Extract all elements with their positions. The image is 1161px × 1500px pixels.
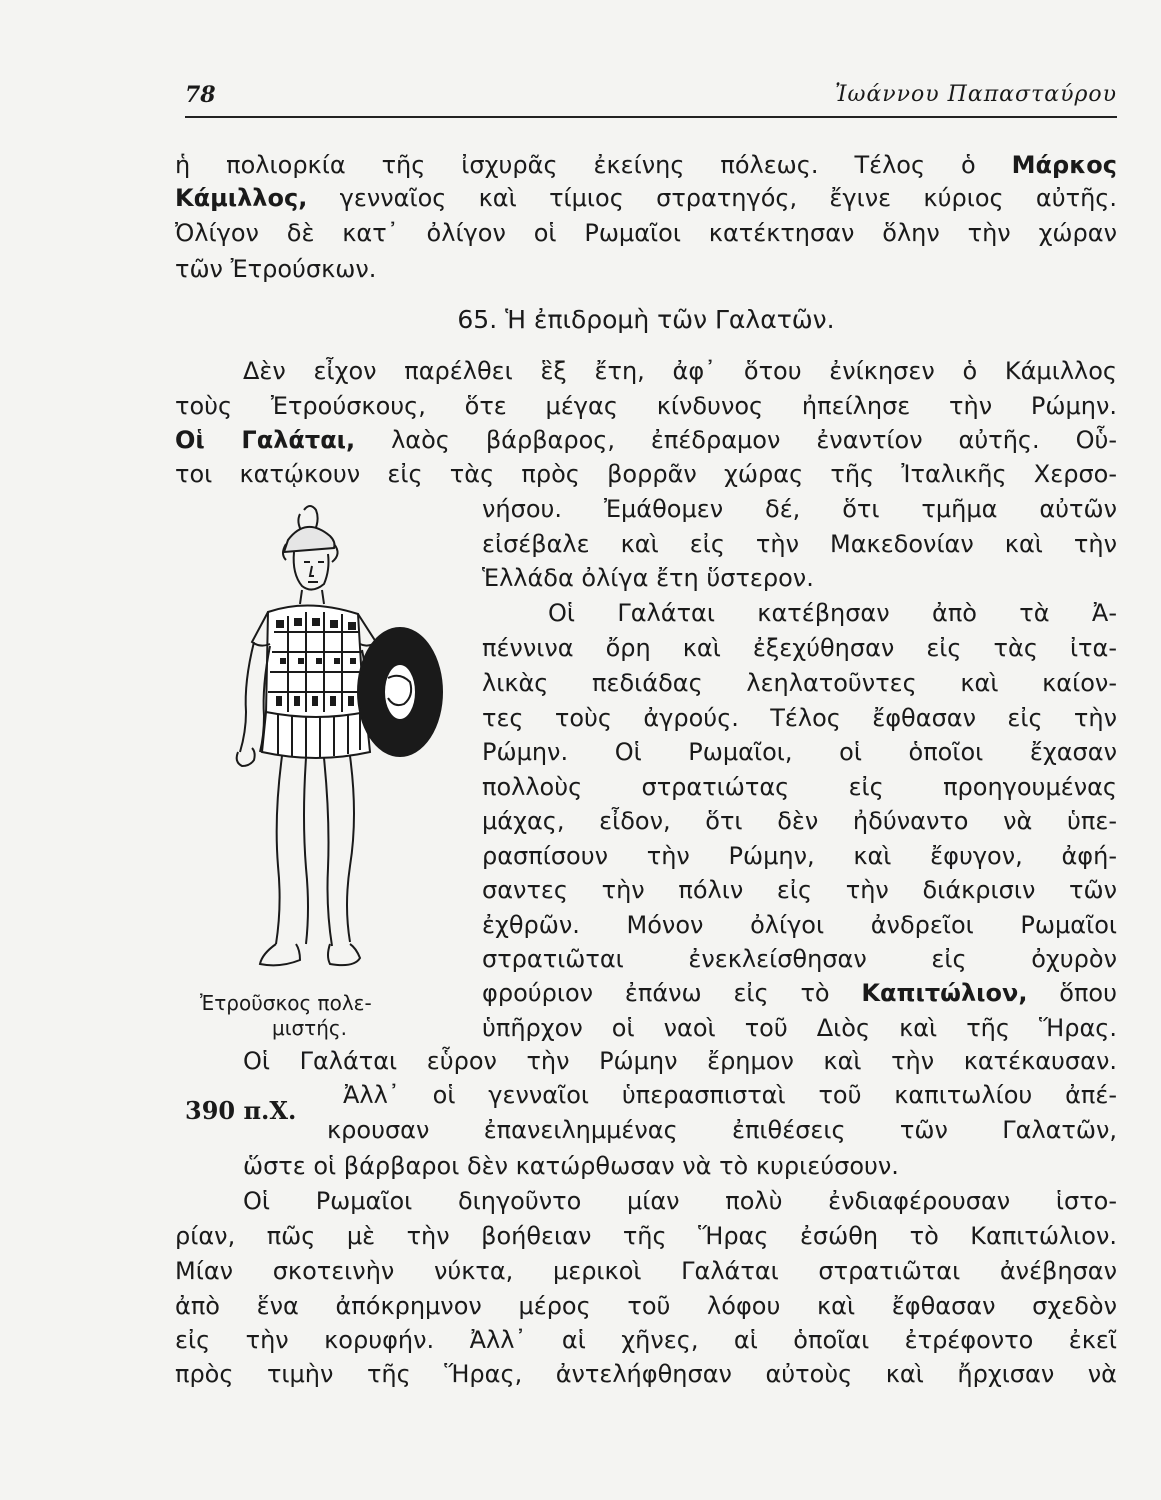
text-line: τοὺς Ἐτρούσκους, ὅτε μέγας κίνδυνος ἠπείλησε τὴν Ρώμην. [175, 392, 1117, 420]
text-line: ὥστε οἱ βάρβαροι δὲν κατώρθωσαν νὰ τὸ κυριεύσουν. [243, 1152, 899, 1180]
text-line: Ἀλλ᾽ οἱ γενναῖοι ὑπερασπισταὶ τοῦ καπιτωλίου ἀπέ- [343, 1081, 1117, 1109]
text-line: φρούριον ἐπάνω εἰς τὸ Καπιτώλιον, ὅπου [482, 979, 1117, 1007]
text-line: πέννινα ὄρη καὶ ἐξεχύθησαν εἰς τὰς ἰτα- [482, 634, 1117, 662]
text-line: Ἑλλάδα ὀλίγα ἔτη ὕστερον. [482, 564, 814, 592]
text-line: Ρώμην. Οἱ Ρωμαῖοι, οἱ ὁποῖοι ἔχασαν [482, 738, 1117, 766]
text-line: ρασπίσουν τὴν Ρώμην, καὶ ἔφυγον, ἀφή- [482, 842, 1117, 870]
text-line: μάχας, εἶδον, ὅτι δὲν ἠδύναντο νὰ ὑπε- [482, 807, 1117, 835]
text-line: Κάμιλλος, γενναῖος καὶ τίμιος στρατηγός, ἔγινε κύριος αὐτῆς. [175, 184, 1117, 212]
text-line: Οἱ Γαλάται εὗρον τὴν Ρώμην ἔρημον καὶ τὴν κατέκαυσαν. [243, 1047, 1117, 1075]
text-line: Μίαν σκοτεινὴν νύκτα, μερικοὶ Γαλάται στρατιῶται ἀνέβησαν [175, 1257, 1117, 1285]
page-header [185, 82, 1117, 118]
text-line: ρίαν, πῶς μὲ τὴν βοήθειαν τῆς Ἥρας ἐσώθη τὸ Καπιτώλιον. [175, 1222, 1117, 1250]
warrior-drawing [196, 500, 458, 990]
text-line: Οἱ Γαλάται, λαὸς βάρβαρος, ἐπέδραμον ἐναντίον αὐτῆς. Οὗ- [175, 426, 1118, 454]
text-line: Οἱ Ρωμαῖοι διηγοῦντο μίαν πολὺ ἐνδιαφέρουσαν ἱστο- [243, 1187, 1117, 1215]
text-line: λικὰς πεδιάδας λεηλατοῦντες καὶ καίον- [482, 669, 1117, 697]
text-line: τῶν Ἐτρούσκων. [175, 255, 377, 283]
section-heading: 65. Ἡ ἐπιδρομὴ τῶν Γαλατῶν. [457, 305, 835, 334]
etruscan-warrior-illustration [196, 500, 458, 990]
text-line: ἡ πολιορκία τῆς ἰσχυρᾶς ἐκείνης πόλεως. Τέλος ὁ Μάρκος [175, 151, 1117, 179]
text-line: κρουσαν ἐπανειλημμένας ἐπιθέσεις τῶν Γαλατῶν, [327, 1116, 1117, 1144]
text-line: πρὸς τιμὴν τῆς Ἥρας, ἀντελήφθησαν αὐτοὺς καὶ ἤρχισαν νὰ [175, 1360, 1117, 1388]
text-line: ὑπῆρχον οἱ ναοὶ τοῦ Διὸς καὶ τῆς Ἥρας. [482, 1014, 1117, 1042]
text-line: ἀπὸ ἕνα ἀπόκρημνον μέρος τοῦ λόφου καὶ ἔφθασαν σχεδὸν [175, 1292, 1117, 1320]
figure-caption-line2: μιστής. [272, 1016, 347, 1040]
text-line: Οἱ Γαλάται κατέβησαν ἀπὸ τὰ Ἀ- [548, 599, 1117, 627]
running-head: Ἰωάννου Παπασταύρου [835, 82, 1117, 107]
text-line: εἰς τὴν κορυφήν. Ἀλλ᾽ αἱ χῆνες, αἱ ὁποῖαι ἐτρέφοντο ἐκεῖ [175, 1326, 1117, 1354]
text-line: στρατιῶται ἐνεκλείσθησαν εἰς ὀχυρὸν [482, 945, 1117, 973]
text-line: εἰσέβαλε καὶ εἰς τὴν Μακεδονίαν καὶ τὴν [482, 530, 1117, 558]
figure-caption-line1: Ἐτροῦσκος πολε- [200, 991, 372, 1015]
text-line: Ὀλίγον δὲ κατ᾽ ὀλίγον οἱ Ρωμαῖοι κατέκτησαν ὅλην τὴν χώραν [175, 219, 1117, 247]
text-line: τες τοὺς ἀγρούς. Τέλος ἔφθασαν εἰς τὴν [482, 704, 1117, 732]
text-line: Δὲν εἶχον παρέλθει ἓξ ἔτη, ἀφ᾽ ὅτου ἐνίκησεν ὁ Κάμιλλος [243, 357, 1117, 385]
page-number: 78 [185, 82, 216, 108]
text-line: τοι κατῴκουν εἰς τὰς πρὸς βορρᾶν χώρας τῆς Ἰταλικῆς Χερσο- [175, 460, 1117, 488]
margin-date: 390 π.Χ. [185, 1096, 297, 1125]
text-line: ἐχθρῶν. Μόνον ὀλίγοι ἀνδρεῖοι Ρωμαῖοι [482, 911, 1117, 939]
text-line: νήσου. Ἐμάθομεν δέ, ὅτι τμῆμα αὐτῶν [482, 495, 1117, 523]
text-line: πολλοὺς στρατιώτας εἰς προηγουμένας [482, 773, 1117, 801]
text-line: σαντες τὴν πόλιν εἰς τὴν διάκρισιν τῶν [482, 876, 1117, 904]
